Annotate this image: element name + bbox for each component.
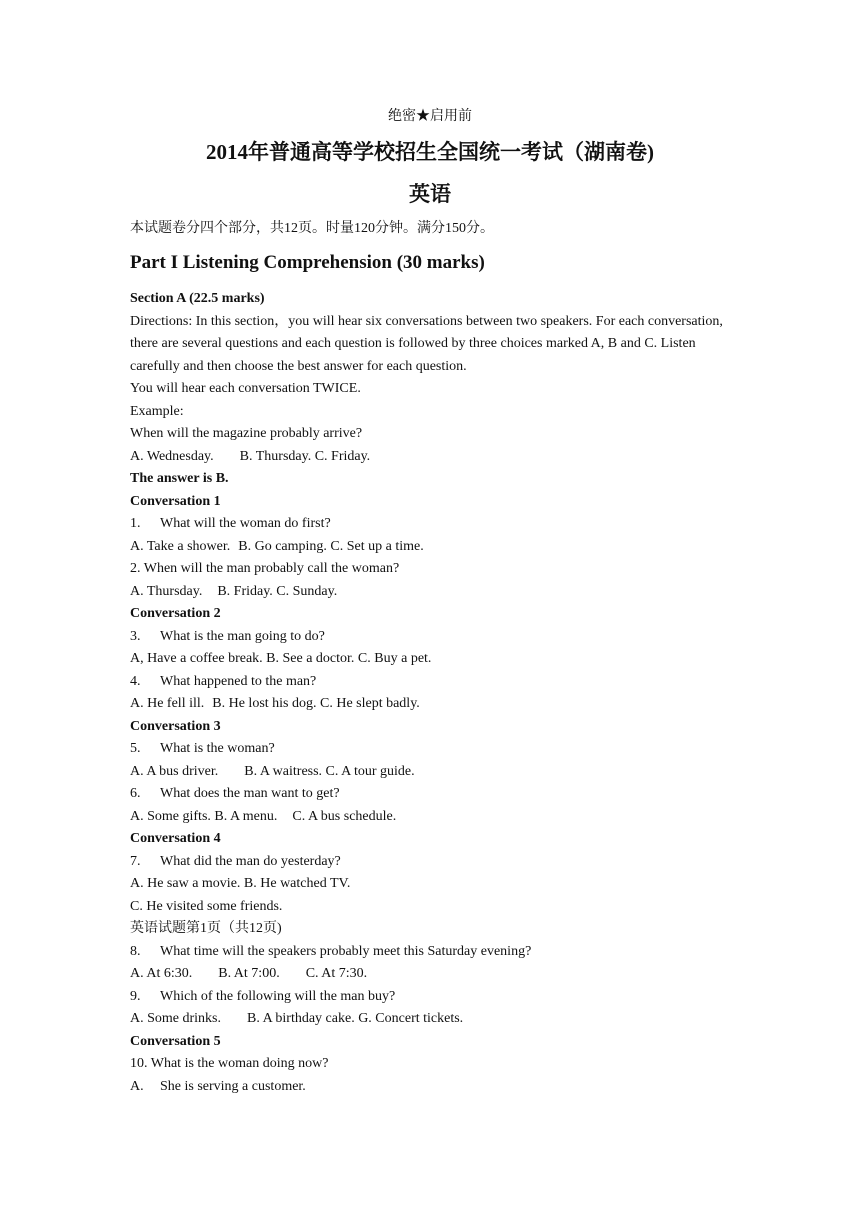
- question-9: [130, 986, 740, 1009]
- question-7-option-c: C. He visited some friends.: [130, 898, 283, 914]
- conversation-1-heading: Conversation 1: [130, 493, 221, 509]
- exam-intro: 本试题卷分四个部分，共12页。时量120分钟。满分150分。: [130, 221, 494, 236]
- question-text: What will the woman do first?: [160, 516, 331, 531]
- exam-title: 2014年普通高等学校招生全国统一考试（湖南卷): [206, 140, 654, 164]
- twice-note: You will hear each conversation TWICE.: [130, 381, 361, 396]
- page-footer: 英语试题第1页（共12页): [130, 921, 282, 936]
- question-2-options: [130, 581, 740, 604]
- option-a: A. Take a shower.: [130, 538, 231, 554]
- example-question: When will the magazine probably arrive?: [130, 426, 363, 441]
- question-2: 2. When will the man probably call the woman?: [130, 561, 400, 576]
- option-c: C. At 7:30.: [305, 966, 368, 981]
- example-answer: The answer is B.: [130, 471, 229, 486]
- conversation-5-heading: Conversation 5: [130, 1033, 221, 1049]
- option-b: B. At 7:00.: [218, 966, 280, 981]
- option-bc: B. A waitress. C. A tour guide.: [244, 763, 415, 779]
- question-number: 8.: [130, 943, 141, 959]
- conversation-4-heading: Conversation 4: [130, 831, 221, 846]
- question-6-options: [130, 806, 740, 829]
- part1-title: Part I Listening Comprehension (30 marks): [130, 252, 485, 273]
- question-3-options: A, Have a coffee break. B. See a doctor. C. Buy a pet.: [130, 651, 432, 666]
- question-text: What does the man want to get?: [160, 786, 340, 801]
- option-a: A. Thursday.: [130, 583, 203, 599]
- option-ab: A. Some gifts. B. A menu.: [130, 808, 278, 824]
- option-a: A. At 6:30.: [130, 966, 193, 981]
- question-number: 4.: [130, 673, 141, 689]
- question-text: What happened to the man?: [160, 673, 317, 689]
- option-bc: B. A birthday cake. G. Concert tickets.: [247, 1011, 464, 1026]
- option-bc: B. He lost his dog. C. He slept badly.: [212, 696, 420, 711]
- question-7: [130, 851, 740, 874]
- option-bc: B. Go camping. C. Set up a time.: [238, 538, 424, 554]
- question-8-options: [130, 963, 740, 986]
- question-5: [130, 738, 740, 761]
- confidential-mark: 绝密★启用前: [388, 109, 472, 124]
- question-text: Which of the following will the man buy?: [160, 988, 396, 1004]
- question-text: What time will the speakers probably meet this Saturday evening?: [160, 943, 532, 959]
- question-4: [130, 671, 740, 694]
- option-a: A. A bus driver.: [130, 763, 219, 779]
- directions: Directions: In this section，you will hear six conversations between two speakers. For each conversation, there are several questions and each question is followed by three choices marked A, B and C. Listen carefully and then choose the best answer for each question.: [130, 313, 723, 374]
- question-7-options-ab: A. He saw a movie. B. He watched TV.: [130, 876, 351, 891]
- example-option-a: A. Wednesday.: [130, 448, 214, 464]
- question-3: [130, 626, 740, 649]
- example-options: [130, 446, 740, 469]
- question-9-options: [130, 1008, 740, 1031]
- example-label: Example:: [130, 403, 184, 419]
- question-number: 1.: [130, 516, 141, 531]
- subject-title: 英语: [409, 182, 451, 206]
- question-8: [130, 941, 740, 964]
- question-4-options: [130, 693, 740, 716]
- question-number: 9.: [130, 988, 141, 1004]
- question-10: 10. What is the woman doing now?: [130, 1056, 329, 1071]
- option-letter: A.: [130, 1078, 144, 1094]
- question-6: [130, 783, 740, 806]
- question-text: What is the woman?: [160, 741, 275, 756]
- question-number: 5.: [130, 741, 141, 756]
- example-option-bc: B. Thursday. C. Friday.: [239, 448, 371, 464]
- option-c: C. A bus schedule.: [292, 808, 397, 824]
- question-1-options: [130, 536, 740, 559]
- question-text: What is the man going to do?: [160, 628, 325, 644]
- question-10-option-a: [130, 1076, 740, 1099]
- option-a: A. He fell ill.: [130, 696, 205, 711]
- question-number: 7.: [130, 853, 141, 869]
- question-5-options: [130, 761, 740, 784]
- option-text: She is serving a customer.: [160, 1078, 306, 1094]
- section-a-heading: Section A (22.5 marks): [130, 291, 265, 306]
- question-number: 6.: [130, 786, 141, 801]
- exam-body: [130, 288, 740, 1098]
- option-bc: B. Friday. C. Sunday.: [217, 583, 338, 599]
- conversation-2-heading: Conversation 2: [130, 606, 221, 621]
- question-text: What did the man do yesterday?: [160, 853, 341, 869]
- option-a: A. Some drinks.: [130, 1011, 221, 1026]
- conversation-3-heading: Conversation 3: [130, 718, 221, 734]
- question-1: [130, 513, 740, 536]
- question-number: 3.: [130, 628, 141, 644]
